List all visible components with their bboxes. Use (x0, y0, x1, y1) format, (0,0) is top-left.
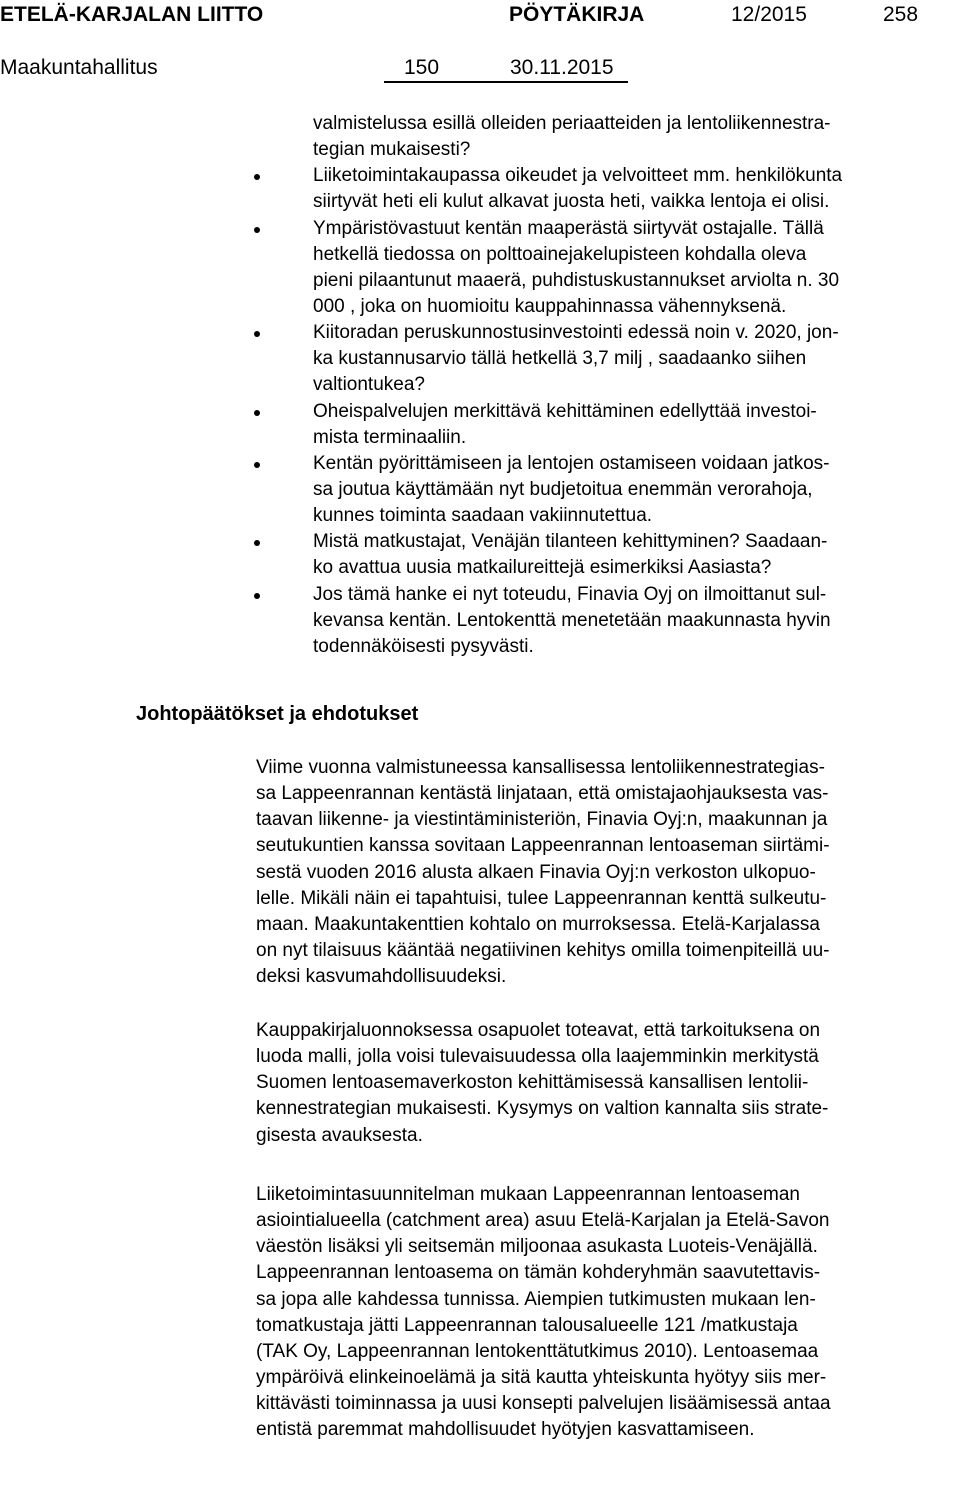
organization-name: ETELÄ-KARJALAN LIITTO (0, 3, 264, 26)
list-item-start (313, 399, 958, 425)
list-item-start (313, 320, 958, 346)
bullet-list (313, 111, 958, 660)
list-line-text: mista terminaaliin. (313, 426, 467, 448)
list-line-text: Kiitoradan peruskunnostusinvestointi edessä noin v. 2020, jon- (313, 322, 839, 344)
paragraph-line: sa jopa alle kahdessa tunnissa. Aiempien tutkimusten mukaan len- (256, 1288, 816, 1310)
list-item-continuation (313, 242, 958, 268)
list-item-start (313, 529, 958, 555)
bullet-icon (254, 593, 260, 599)
header-underline (384, 81, 628, 83)
list-line-text: kevansa kentän. Lentokenttä menetetään maakunnasta hyvin (313, 609, 831, 631)
document-type: PÖYTÄKIRJA (509, 3, 645, 26)
list-item-continuation (313, 555, 958, 581)
paragraph-line: maan. Maakuntakenttien kohtalo on murroksessa. Etelä-Karjalassa (256, 913, 820, 935)
list-item-start (313, 582, 958, 608)
paragraph-line: Lappeenrannan lentoasema on tämän kohderyhmän saavutettavis- (256, 1262, 821, 1284)
bullet-icon (254, 227, 260, 233)
paragraph-line: Liiketoimintasuunnitelman mukaan Lappeenrannan lentoaseman (256, 1184, 800, 1205)
bullet-icon (254, 174, 260, 180)
list-line-text: 000 , joka on huomioitu kauppahinnassa vähennyksenä. (313, 295, 787, 317)
list-item-continuation (313, 372, 958, 398)
paragraph-line: kittävästi toiminnassa ja uusi konsepti palvelujen lisäämisessä antaa (256, 1393, 831, 1415)
list-line-text: tegian mukaisesti? (313, 139, 471, 161)
list-line-text: todennäköisesti pysyvästi. (313, 635, 534, 657)
bullet-icon (254, 410, 260, 416)
list-item-continuation (313, 268, 958, 294)
paragraph-line: seutukuntien kanssa sovitaan Lappeenrannan lentoaseman siirtämi- (256, 835, 830, 857)
paragraph-agreement (256, 1018, 956, 1149)
section-number: 150 (404, 56, 440, 79)
list-line-text: valtiontukea? (313, 374, 425, 396)
list-item-start (313, 216, 958, 242)
paragraph-line: sestä vuoden 2016 alusta alkaen Finavia Oyj:n verkoston ulkopuo- (256, 861, 816, 883)
list-line-text: kunnes toiminta saadaan vakiinnutettua. (313, 505, 653, 527)
list-line-text: ko avattua uusia matkailureittejä esimerkiksi Aasiasta? (313, 557, 772, 579)
paragraph-line: gisesta avauksesta. (256, 1124, 423, 1146)
list-item-continuation (313, 346, 958, 372)
paragraph-line: väestön lisäksi yli seitsemän miljoonaa asukasta Luoteis-Venäjällä. (256, 1236, 818, 1258)
list-item-start (313, 163, 958, 189)
paragraph-line: taavan liikenne- ja viestintäministeriön, Finavia Oyj:n, maakunnan ja (256, 809, 828, 831)
list-line-text: ka kustannusarvio tällä hetkellä 3,7 milj , saadaanko siihen (313, 348, 807, 370)
list-line-text: Liiketoimintakaupassa oikeudet ja velvoitteet mm. henkilökunta (313, 165, 843, 187)
paragraph-business-plan (256, 1182, 956, 1443)
list-line-text: sa joutua käyttämään nyt budjetoitua enemmän verorahoja, (313, 478, 813, 500)
document-number: 12/2015 (731, 3, 807, 26)
list-line-text: Jos tämä hanke ei nyt toteudu, Finavia Oyj on ilmoittanut sul- (313, 583, 827, 605)
paragraph-line: luoda malli, jolla voisi tulevaisuudessa olla laajemminkin merkitystä (256, 1046, 819, 1068)
list-item-continuation (313, 503, 958, 529)
paragraph-line: sa Lappeenrannan kentästä linjataan, että omistajaohjauksesta vas- (256, 783, 829, 805)
list-item-continuation (313, 189, 958, 215)
list-line-text: pieni pilaantunut maaerä, puhdistuskustannukset arviolta n. 30 (313, 269, 840, 291)
list-item-continuation (313, 111, 958, 137)
paragraph-line: asiointialueella (catchment area) asuu Etelä-Karjalan ja Etelä-Savon (256, 1210, 830, 1232)
paragraph-line: tomatkustaja jätti Lappeenrannan talousalueelle 121 /matkustaja (256, 1314, 798, 1336)
meeting-date: 30.11.2015 (510, 56, 614, 79)
paragraph-line: deksi kasvumahdollisuudeksi. (256, 966, 507, 988)
paragraph-line: entistä paremmat mahdollisuudet hyötyjen kasvattamiseen. (256, 1419, 755, 1441)
section-heading: Johtopäätökset ja ehdotukset (136, 703, 419, 725)
list-line-text: Ympäristövastuut kentän maaperästä siirtyvät ostajalle. Tällä (313, 217, 824, 239)
paragraph-line: kennestrategian mukaisesti. Kysymys on valtion kannalta siis strate- (256, 1098, 829, 1120)
paragraph-line: Viime vuonna valmistuneessa kansallisessa lentoliikennestrategias- (256, 757, 825, 778)
list-item-continuation (313, 294, 958, 320)
list-item-start (313, 451, 958, 477)
list-line-text: hetkellä tiedossa on polttoainejakelupisteen kohdalla oleva (313, 243, 807, 265)
bullet-icon (254, 540, 260, 546)
paragraph-conclusions (256, 755, 956, 990)
list-line-text: Kentän pyörittämiseen ja lentojen ostamiseen voidaan jatkos- (313, 452, 830, 474)
list-line-text: Oheispalvelujen merkittävä kehittäminen edellyttää investoi- (313, 400, 817, 422)
list-item-continuation (313, 477, 958, 503)
list-line-text: siirtyvät heti eli kulut alkavat juosta heti, vaikka lentoja ei olisi. (313, 191, 830, 213)
paragraph-line: (TAK Oy, Lappeenrannan lentokenttätutkimus 2010). Lentoasemaa (256, 1340, 819, 1362)
paragraph-line: ympäröivä elinkeinoelämä ja sitä kautta yhteiskunta hyötyy siis mer- (256, 1366, 827, 1388)
bullet-icon (254, 331, 260, 337)
governing-body: Maakuntahallitus (0, 56, 158, 79)
list-item-continuation (313, 608, 958, 634)
paragraph-line: lelle. Mikäli näin ei tapahtuisi, tulee Lappeenrannan kenttä sulkeutu- (256, 887, 827, 909)
paragraph-line: Suomen lentoasemaverkoston kehittämisessä kansallisen lentolii- (256, 1072, 809, 1094)
list-item-continuation (313, 137, 958, 163)
list-line-text: Mistä matkustajat, Venäjän tilanteen kehittyminen? Saadaan- (313, 531, 828, 553)
list-item-continuation (313, 425, 958, 451)
list-line-text: valmistelussa esillä olleiden periaatteiden ja lentoliikennestra- (313, 113, 831, 134)
page-number: 258 (883, 3, 919, 26)
paragraph-line: on nyt tilaisuus kääntää negatiivinen kehitys omilla toimenpiteillä uu- (256, 939, 830, 961)
list-item-continuation (313, 634, 958, 660)
paragraph-line: Kauppakirjaluonnoksessa osapuolet toteavat, että tarkoituksena on (256, 1020, 821, 1041)
bullet-icon (254, 462, 260, 468)
